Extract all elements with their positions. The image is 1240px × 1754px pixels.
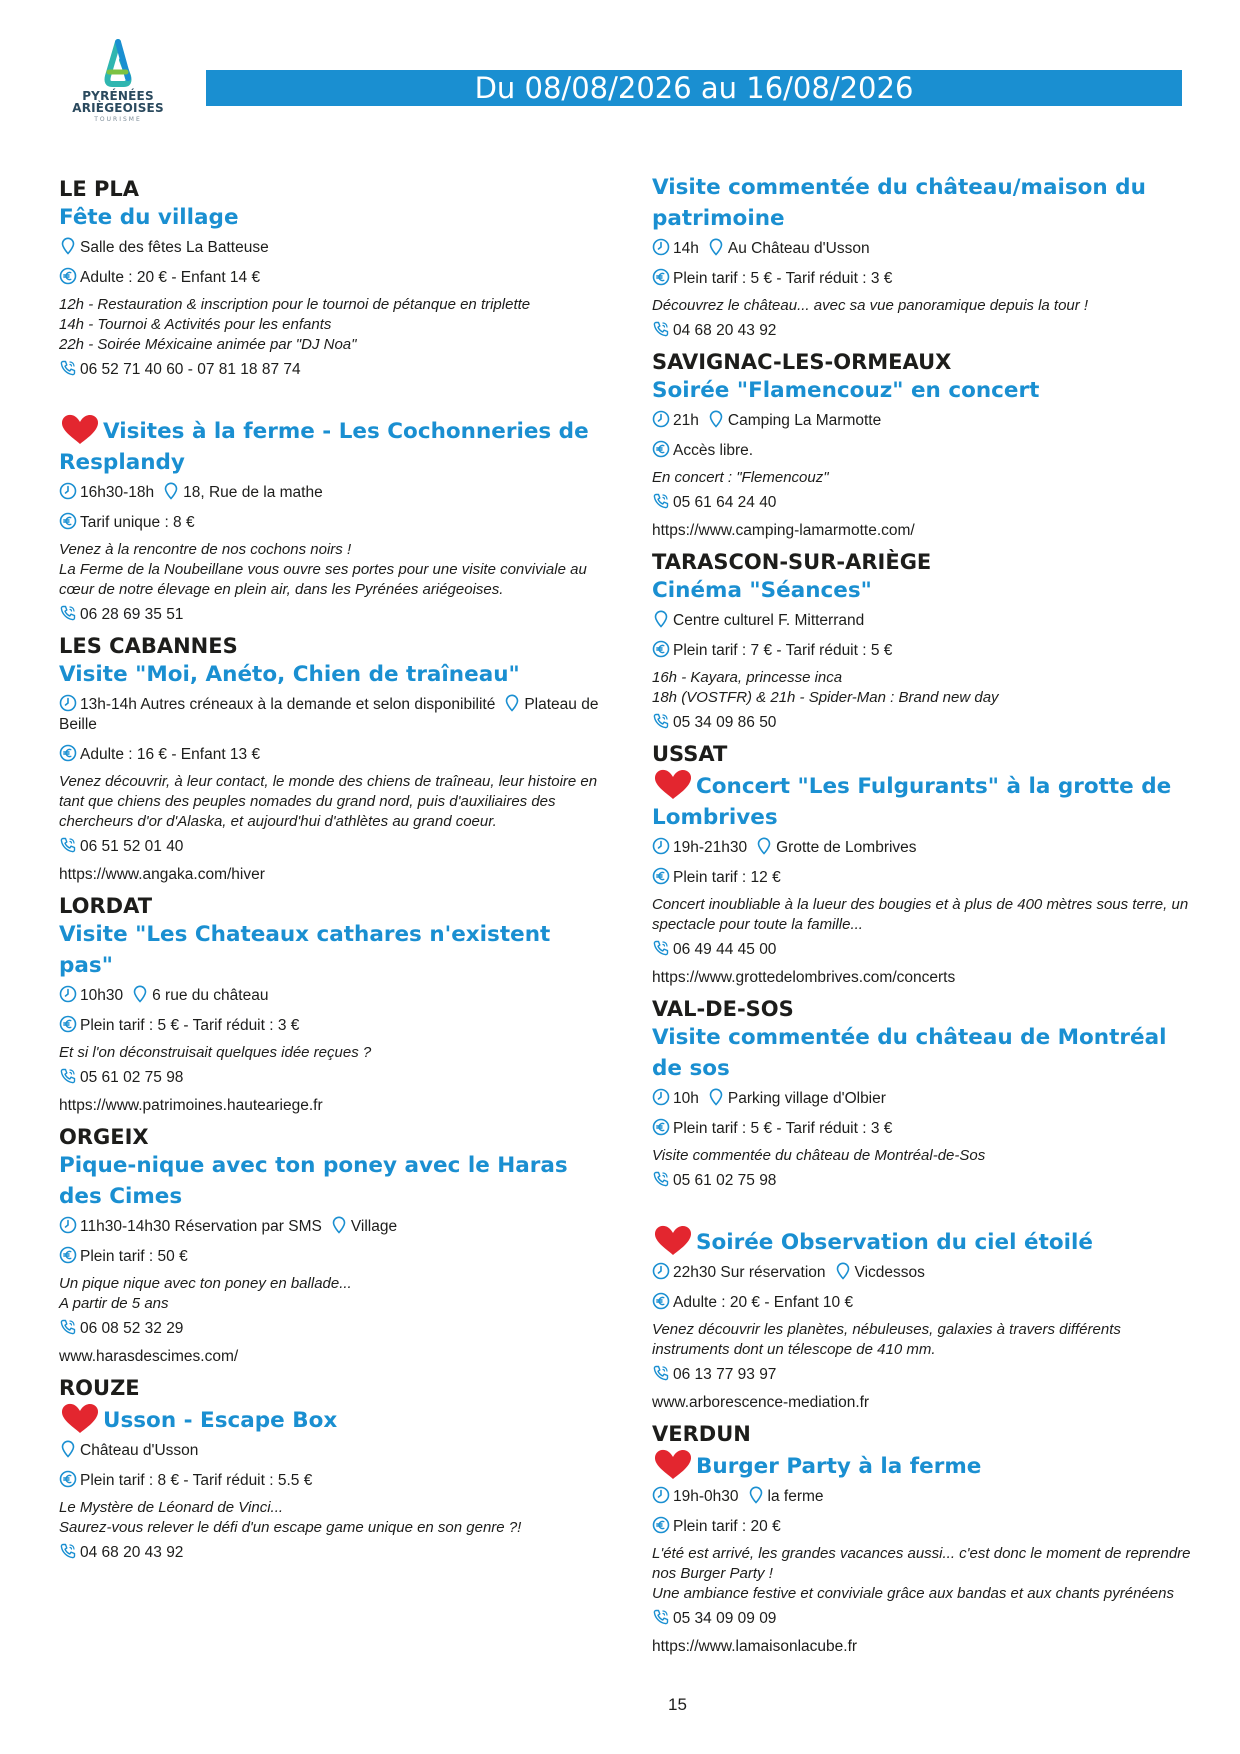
description-line: Une ambiance festive et conviviale grâce aux bandas et aux chants pyrénéens — [652, 1585, 1174, 1602]
euro-icon — [59, 512, 77, 530]
location-pin-icon — [707, 410, 725, 428]
location-pin-icon — [707, 238, 725, 256]
spacer — [652, 988, 1192, 996]
event-price — [652, 1516, 1192, 1537]
event-location: 6 rue du château — [152, 987, 269, 1004]
event-website-link[interactable]: www.harasdescimes.com/ — [59, 1348, 239, 1365]
event-price-text: Tarif unique : 8 € — [80, 514, 195, 531]
event-phone[interactable] — [652, 939, 1192, 960]
event-time-location — [652, 410, 1192, 431]
phone-number: 04 68 20 43 92 — [673, 322, 777, 339]
event-description — [652, 668, 1192, 708]
location-pin-icon — [131, 985, 149, 1003]
event-title-text: Pique-nique avec ton poney avec le Haras des Cimes — [59, 1153, 568, 1209]
event-time-location — [59, 237, 607, 258]
right-column — [652, 172, 1192, 1665]
euro-icon — [59, 1246, 77, 1264]
description-line: 22h - Soirée Méxicaine animée par "DJ Noa" — [59, 336, 357, 353]
event-location: 18, Rue de la mathe — [183, 484, 323, 501]
event-time-location — [59, 985, 607, 1006]
event-block — [652, 549, 1192, 733]
event-location: Au Château d'Usson — [727, 240, 870, 257]
location-pin-icon — [59, 1440, 77, 1458]
phone-number: 06 13 77 93 97 — [673, 1366, 777, 1383]
event-block — [652, 996, 1192, 1191]
event-price — [59, 512, 607, 533]
event-block — [59, 1375, 607, 1563]
event-block — [59, 633, 607, 885]
location-pin-icon — [503, 694, 521, 712]
event-description — [59, 540, 607, 600]
clock-icon — [59, 985, 77, 1003]
euro-icon — [59, 1015, 77, 1033]
event-price-text: Plein tarif : 20 € — [673, 1518, 781, 1535]
town-heading: ORGEIX — [59, 1125, 149, 1149]
phone-icon — [652, 939, 670, 957]
location-pin-icon — [707, 1088, 725, 1106]
phone-icon — [59, 1542, 77, 1560]
event-description — [652, 895, 1192, 935]
event-location: Centre culturel F. Mitterrand — [673, 612, 865, 629]
phone-icon — [652, 712, 670, 730]
heart-icon — [59, 412, 101, 446]
event-time: 22h30 Sur réservation — [673, 1264, 826, 1281]
description-line: Saurez-vous relever le défi d'un escape game unique en son genre ?! — [59, 1519, 522, 1536]
event-title — [59, 1150, 607, 1212]
event-title-text: Fête du village — [59, 205, 239, 230]
event-title — [652, 375, 1192, 406]
event-block — [652, 1199, 1192, 1413]
location-pin-icon — [162, 482, 180, 500]
event-phone[interactable] — [652, 712, 1192, 733]
phone-icon — [652, 492, 670, 510]
event-description — [652, 1146, 1192, 1166]
event-website-link[interactable]: https://www.lamaisonlacube.fr — [652, 1638, 858, 1655]
event-time: 14h — [673, 240, 699, 257]
clock-icon — [59, 482, 77, 500]
town-heading: USSAT — [652, 742, 728, 766]
event-location: Salle des fêtes La Batteuse — [80, 239, 269, 256]
phone-icon — [59, 1067, 77, 1085]
date-range-banner: Du 08/08/2026 au 16/08/2026 — [206, 70, 1182, 106]
description-line: Visite commentée du château de Montréal-de-Sos — [652, 1147, 986, 1164]
event-price-text: Adulte : 20 € - Enfant 10 € — [673, 1294, 854, 1311]
euro-icon — [652, 1118, 670, 1136]
event-time: 21h — [673, 412, 699, 429]
town-heading: TARASCON-SUR-ARIÈGE — [652, 550, 932, 574]
event-phone[interactable] — [59, 359, 607, 380]
event-location: Camping La Marmotte — [727, 412, 882, 429]
phone-number: 05 34 09 09 09 — [673, 1610, 777, 1627]
spacer — [652, 1413, 1192, 1421]
event-phone[interactable] — [652, 492, 1192, 513]
event-block — [59, 388, 607, 625]
event-price — [59, 1015, 607, 1036]
heart-icon — [652, 767, 694, 801]
event-description — [59, 1274, 607, 1314]
event-phone[interactable] — [59, 1067, 607, 1088]
event-price-text: Plein tarif : 50 € — [80, 1248, 188, 1265]
clock-icon — [652, 238, 670, 256]
phone-icon — [59, 836, 77, 854]
event-price — [59, 744, 607, 765]
event-description — [59, 1498, 607, 1538]
logo-line-1: PYRÉNÉES — [82, 89, 154, 103]
event-time: 10h30 — [80, 987, 124, 1004]
event-price-text: Accès libre. — [673, 442, 754, 459]
event-time: 19h-0h30 — [673, 1488, 739, 1505]
description-line: Découvrez le château... avec sa vue panoramique depuis la tour ! — [652, 297, 1089, 314]
event-price-text: Plein tarif : 12 € — [673, 869, 781, 886]
euro-icon — [652, 268, 670, 286]
event-time: 13h-14h Autres créneaux à la demande et selon disponibilité — [80, 696, 496, 713]
event-time-location — [59, 694, 607, 735]
town-heading: ROUZE — [59, 1376, 140, 1400]
event-description — [59, 772, 607, 832]
event-title — [652, 1022, 1192, 1084]
euro-icon — [652, 867, 670, 885]
event-block — [59, 893, 607, 1116]
event-website-link[interactable]: https://www.patrimoines.hauteariege.fr — [59, 1097, 323, 1114]
event-phone[interactable] — [652, 1364, 1192, 1385]
phone-number: 05 61 64 24 40 — [673, 494, 777, 511]
event-price — [59, 1246, 607, 1267]
euro-icon — [59, 1470, 77, 1488]
event-block — [652, 1421, 1192, 1657]
phone-number: 06 28 69 35 51 — [80, 606, 184, 623]
clock-icon — [652, 837, 670, 855]
event-time: 16h30-18h — [80, 484, 155, 501]
logo-line-3: TOURISME — [94, 116, 142, 123]
event-price — [652, 1292, 1192, 1313]
event-title-text: Visite commentée du château de Montréal de sos — [652, 1025, 1167, 1081]
town-heading: LORDAT — [59, 894, 153, 918]
spacer — [652, 1191, 1192, 1199]
event-website-link[interactable]: https://www.camping-lamarmotte.com/ — [652, 522, 915, 539]
event-title-text: Visite "Les Chateaux cathares n'existent pas" — [59, 922, 551, 978]
euro-icon — [652, 1516, 670, 1534]
clock-icon — [59, 694, 77, 712]
description-line: A partir de 5 ans — [59, 1295, 169, 1312]
euro-icon — [59, 267, 77, 285]
event-phone[interactable] — [59, 1318, 607, 1339]
event-phone[interactable] — [652, 1170, 1192, 1191]
logo-line-2: ARIÈGEOISES — [72, 101, 164, 115]
description-line: 12h - Restauration & inscription pour le tournoi de pétanque en triplette — [59, 296, 531, 313]
phone-number: 05 61 02 75 98 — [673, 1172, 777, 1189]
left-column — [59, 176, 607, 1571]
event-block — [652, 349, 1192, 541]
event-price-text: Adulte : 20 € - Enfant 14 € — [80, 269, 261, 286]
event-time-location — [652, 837, 1192, 858]
description-line: L'été est arrivé, les grandes vacances aussi... c'est donc le moment de reprendre nos Burger Party ! — [652, 1545, 1191, 1582]
event-phone[interactable] — [59, 604, 607, 625]
description-line: Un pique nique avec ton poney en ballade... — [59, 1275, 352, 1292]
event-price-text: Plein tarif : 5 € - Tarif réduit : 3 € — [673, 270, 893, 287]
event-phone[interactable] — [652, 1608, 1192, 1629]
event-time-location — [652, 238, 1192, 259]
event-title — [59, 659, 607, 690]
clock-icon — [652, 1262, 670, 1280]
description-line: Concert inoubliable à la lueur des bougies et à plus de 400 mètres sous terre, un spectacle pour toute la famille... — [652, 896, 1189, 933]
event-price — [59, 1470, 607, 1491]
event-block — [652, 172, 1192, 341]
heart-icon — [652, 1223, 694, 1257]
town-heading: SAVIGNAC-LES-ORMEAUX — [652, 350, 952, 374]
phone-icon — [652, 320, 670, 338]
event-title — [652, 767, 1192, 833]
event-title — [652, 172, 1192, 234]
event-title — [652, 1223, 1192, 1258]
spacer — [59, 1116, 607, 1124]
event-location: Plateau de Beille — [59, 696, 599, 733]
event-title — [59, 202, 607, 233]
event-title — [59, 412, 607, 478]
event-price-text: Adulte : 16 € - Enfant 13 € — [80, 746, 261, 763]
event-price — [652, 440, 1192, 461]
description-line: Venez découvrir, à leur contact, le monde des chiens de traîneau, leur histoire en tant que chiens des peuples nomades du grand nord, puis d'auxiliaires des chercheurs d'or d'Alaska, et aujourd'hui d'athlètes au grand coeur. — [59, 773, 598, 830]
euro-icon — [59, 744, 77, 762]
location-pin-icon — [330, 1216, 348, 1234]
event-website-link[interactable]: https://www.angaka.com/hiver — [59, 866, 265, 883]
phone-icon — [652, 1170, 670, 1188]
page-number: 15 — [668, 1695, 687, 1714]
event-time-location — [652, 1486, 1192, 1507]
location-pin-icon — [652, 610, 670, 628]
town-heading: LE PLA — [59, 177, 140, 201]
clock-icon — [652, 410, 670, 428]
event-description — [652, 468, 1192, 488]
event-price-text: Plein tarif : 5 € - Tarif réduit : 3 € — [673, 1120, 893, 1137]
event-price — [59, 267, 607, 288]
clock-icon — [59, 1216, 77, 1234]
event-location: Grotte de Lombrives — [776, 839, 917, 856]
description-line: 18h (VOSTFR) & 21h - Spider-Man : Brand new day — [652, 689, 999, 706]
phone-number: 06 49 44 45 00 — [673, 941, 777, 958]
event-block — [59, 1124, 607, 1367]
logo-mark-icon — [98, 38, 138, 90]
heart-icon — [59, 1401, 101, 1435]
town-heading: VERDUN — [652, 1422, 751, 1446]
event-title — [59, 1401, 607, 1436]
event-location: Parking village d'Olbier — [727, 1090, 886, 1107]
event-title-text: Concert "Les Fulgurants" à la grotte de Lombrives — [652, 774, 1172, 830]
event-time-location — [652, 610, 1192, 631]
event-price-text: Plein tarif : 8 € - Tarif réduit : 5.5 € — [80, 1472, 313, 1489]
event-time-location — [59, 1440, 607, 1461]
event-title — [652, 575, 1192, 606]
description-line: 14h - Tournoi & Activités pour les enfants — [59, 316, 332, 333]
event-title-text: Visite commentée du château/maison du patrimoine — [652, 175, 1146, 231]
event-price — [652, 1118, 1192, 1139]
event-phone[interactable] — [59, 836, 607, 857]
event-title — [59, 919, 607, 981]
event-time: 19h-21h30 — [673, 839, 748, 856]
event-price — [652, 268, 1192, 289]
event-time-location — [652, 1088, 1192, 1109]
description-line: La Ferme de la Noubeillane vous ouvre ses portes pour une visite conviviale au cœur de notre élevage en plein air, dans les Pyrénées ariégeoises. — [59, 561, 587, 598]
event-description — [59, 1043, 607, 1063]
description-line: Et si l'on déconstruisait quelques idée reçues ? — [59, 1044, 372, 1061]
location-pin-icon — [747, 1486, 765, 1504]
event-block — [652, 741, 1192, 988]
spacer — [59, 1367, 607, 1375]
euro-icon — [652, 440, 670, 458]
event-description — [59, 295, 607, 355]
description-line: Venez découvrir les planètes, nébuleuses, galaxies à travers différents instruments dont un télescope de 410 mm. — [652, 1321, 1121, 1358]
clock-icon — [652, 1088, 670, 1106]
spacer — [59, 380, 607, 388]
town-heading: LES CABANNES — [59, 634, 238, 658]
phone-number: 05 34 09 86 50 — [673, 714, 777, 731]
euro-icon — [652, 1292, 670, 1310]
event-description — [652, 1320, 1192, 1360]
spacer — [652, 341, 1192, 349]
event-price-text: Plein tarif : 5 € - Tarif réduit : 3 € — [80, 1017, 300, 1034]
spacer — [59, 388, 607, 412]
event-time: 11h30-14h30 Réservation par SMS — [80, 1218, 322, 1235]
phone-number: 06 08 52 32 29 — [80, 1320, 184, 1337]
location-pin-icon — [834, 1262, 852, 1280]
spacer — [59, 885, 607, 893]
event-location: Vicdessos — [854, 1264, 925, 1281]
spacer — [652, 1657, 1192, 1665]
event-time-location — [59, 1216, 607, 1237]
spacer — [652, 733, 1192, 741]
event-title-text: Soirée Observation du ciel étoilé — [696, 1230, 1093, 1255]
event-description — [652, 1544, 1192, 1604]
phone-number: 06 51 52 01 40 — [80, 838, 184, 855]
phone-icon — [59, 359, 77, 377]
spacer — [652, 1199, 1192, 1223]
phone-icon — [59, 604, 77, 622]
event-title-text: Soirée "Flamencouz" en concert — [652, 378, 1040, 403]
description-line: Le Mystère de Léonard de Vinci... — [59, 1499, 284, 1516]
event-title-text: Visites à la ferme - Les Cochonneries de Resplandy — [59, 419, 589, 475]
event-location: Château d'Usson — [80, 1442, 199, 1459]
description-line: En concert : "Flemencouz" — [652, 469, 829, 486]
event-block — [59, 176, 607, 380]
town-heading: VAL-DE-SOS — [652, 997, 794, 1021]
event-price-text: Plein tarif : 7 € - Tarif réduit : 5 € — [673, 642, 893, 659]
event-price — [652, 640, 1192, 661]
event-title-text: Burger Party à la ferme — [696, 1454, 982, 1479]
event-title — [652, 1447, 1192, 1482]
event-website-link[interactable]: https://www.grottedelombrives.com/concerts — [652, 969, 956, 986]
event-phone[interactable] — [652, 320, 1192, 341]
event-phone[interactable] — [59, 1542, 607, 1563]
event-title-text: Cinéma "Séances" — [652, 578, 872, 603]
spacer — [59, 1563, 607, 1571]
phone-icon — [59, 1318, 77, 1336]
phone-icon — [652, 1364, 670, 1382]
event-time: 10h — [673, 1090, 699, 1107]
description-line: Venez à la rencontre de nos cochons noirs ! — [59, 541, 352, 558]
event-title-text: Usson - Escape Box — [103, 1408, 338, 1433]
clock-icon — [652, 1486, 670, 1504]
description-line: 16h - Kayara, princesse inca — [652, 669, 843, 686]
spacer — [59, 625, 607, 633]
event-location: Village — [350, 1218, 398, 1235]
event-title-text: Visite "Moi, Anéto, Chien de traîneau" — [59, 662, 520, 687]
event-time-location — [59, 482, 607, 503]
phone-number: 05 61 02 75 98 — [80, 1069, 184, 1086]
location-pin-icon — [59, 237, 77, 255]
event-description — [652, 296, 1192, 316]
heart-icon — [652, 1447, 694, 1481]
location-pin-icon — [755, 837, 773, 855]
brand-logo — [70, 38, 166, 142]
phone-number: 06 52 71 40 60 - 07 81 18 87 74 — [80, 361, 301, 378]
event-location: la ferme — [767, 1488, 824, 1505]
event-website-link[interactable]: www.arborescence-mediation.fr — [652, 1394, 870, 1411]
spacer — [652, 541, 1192, 549]
event-price — [652, 867, 1192, 888]
phone-icon — [652, 1608, 670, 1626]
euro-icon — [652, 640, 670, 658]
phone-number: 04 68 20 43 92 — [80, 1544, 184, 1561]
event-time-location — [652, 1262, 1192, 1283]
